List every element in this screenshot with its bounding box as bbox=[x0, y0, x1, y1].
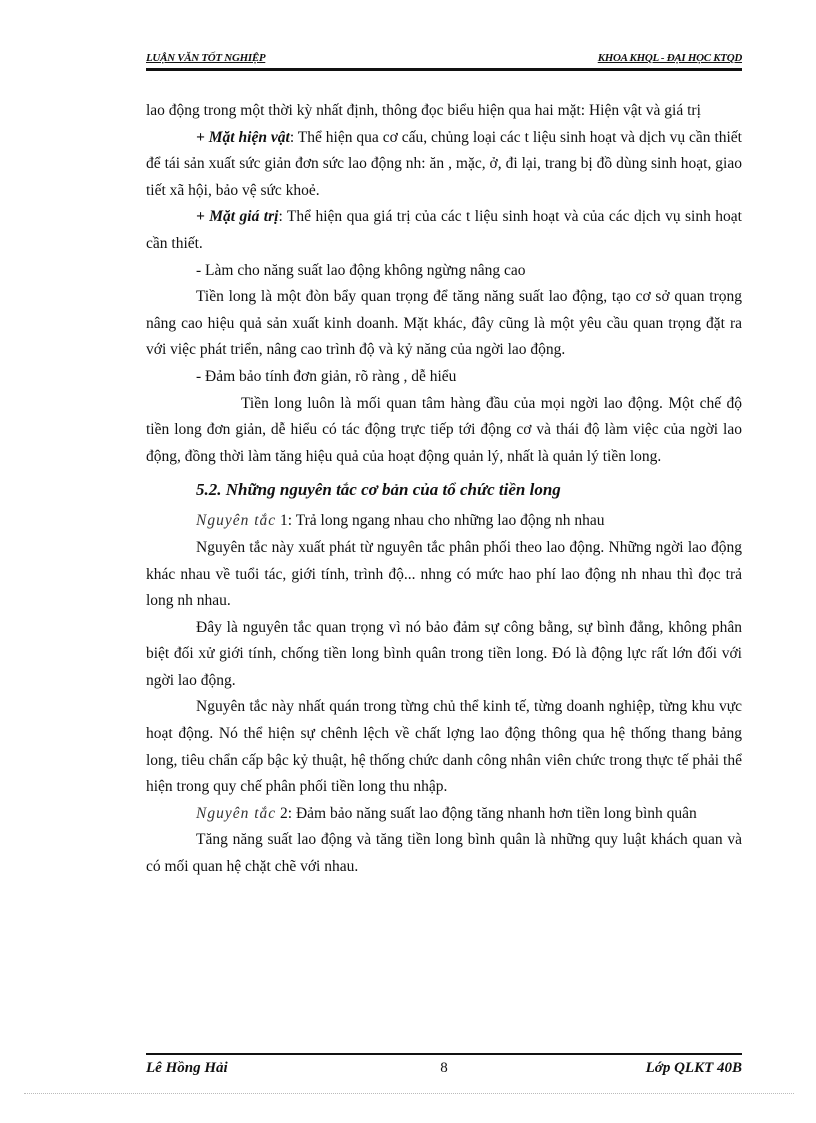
paragraph-2-text: : Thể hiện qua cơ cấu, chủng loại các t liệu sinh hoạt và dịch vụ cần thiết để tái sản xuất sức giản đơn sức lao động nh: ăn , mặc, ở, đi lại, trang bị đồ dùng sinh hoạt, giao tiết xã hội, bảo vệ sức khoẻ. bbox=[146, 128, 742, 199]
paragraph-9: Nguyên tắc này xuất phát từ nguyên tắc phân phối theo lao động. Những ngời lao động khác nhau về tuổi tác, giới tính, trình độ... nhng có mức hao phí lao động nh nhau thì đọc trả long nh nhau. bbox=[146, 538, 742, 610]
section-heading: 5.2. Những nguyên tắc cơ bản của tổ chức tiền long bbox=[196, 480, 561, 500]
paragraph-8-label: Nguyên tắc bbox=[196, 512, 277, 530]
paragraph-12 bbox=[146, 801, 742, 828]
paragraph-12-label: Nguyên tắc bbox=[196, 804, 277, 822]
paragraph-8 bbox=[146, 508, 742, 535]
paragraph-4: - Làm cho năng suất lao động không ngừng nâng cao bbox=[196, 261, 526, 279]
header-right: KHOA KHQL - ĐẠI HỌC KTQD bbox=[597, 52, 742, 64]
paragraph-3-text: : Thể hiện qua giá trị của các t liệu sinh hoạt và của các dịch vụ sinh hoạt cần thiết. bbox=[146, 208, 742, 252]
paragraph-2-label: + Mặt hiện vật bbox=[196, 128, 290, 146]
paragraph-5: Tiền long là một đòn bẩy quan trọng để tăng năng suất lao động, tạo cơ sở quan trọng nâng cao hiệu quả sản xuất kinh doanh. Mặt khác, đây cũng là một yêu cầu quan trọng đặt ra với việc phát triển, nâng cao trình độ và kỷ năng của ngời lao động. bbox=[146, 288, 742, 359]
page-footer bbox=[146, 1060, 742, 1082]
paragraph-2 bbox=[146, 125, 742, 205]
header-rule bbox=[146, 68, 742, 71]
paragraph-10: Đây là nguyên tắc quan trọng vì nó bảo đảm sự công bằng, sự bình đẳng, không phân biệt đối xử giới tính, chống tiền long bình quân trong tiền long. Đó là động lực rất lớn đối với ngời lao động. bbox=[146, 618, 742, 689]
paragraph-11: Nguyên tắc này nhất quán trong từng chủ thể kinh tế, từng doanh nghiệp, từng khu vực hoạt động. Nó thể hiện sự chênh lệch về chất lợng lao động thông qua hệ thống thang bảng long, tiêu chẩn cấp bậc kỷ thuật, hệ thống chức danh công nhân viên chức trong thực tế phải thể hiện trong quy chế phân phối tiền long thu nhập. bbox=[146, 698, 742, 796]
paragraph-3-label: + Mặt giá trị bbox=[196, 208, 279, 226]
document-body bbox=[146, 98, 742, 881]
footer-author: Lê Hồng Hải bbox=[146, 1060, 228, 1076]
paragraph-7: Tiền long luôn là mối quan tâm hàng đầu của mọi ngời lao động. Một chế độ tiền long đơn giản, dễ hiểu có tác động trực tiếp tới động cơ và thái độ làm việc của ngời lao động, đồng thời làm tăng hiệu quả của hoạt động quản lý, nhất là quản lý tiền long. bbox=[146, 394, 742, 465]
footer-rule bbox=[146, 1053, 742, 1055]
footer-class: Lớp QLKT 40B bbox=[645, 1060, 742, 1076]
page-header bbox=[146, 52, 742, 68]
paragraph-12-text: 2: Đảm bảo năng suất lao động tăng nhanh hơn tiền long bình quân bbox=[276, 804, 697, 822]
page-number: 8 bbox=[440, 1060, 448, 1076]
paragraph-1: lao động trong một thời kỳ nhất định, thông đọc biểu hiện qua hai mặt: Hiện vật và giá trị bbox=[146, 102, 701, 119]
page-bottom-divider bbox=[24, 1093, 794, 1094]
paragraph-3 bbox=[146, 204, 742, 257]
paragraph-8-text: 1: Trả long ngang nhau cho những lao động nh nhau bbox=[276, 512, 605, 530]
header-left: LUẬN VĂN TỐT NGHIỆP bbox=[146, 52, 266, 64]
paragraph-6: - Đảm bảo tính đơn giản, rõ ràng , dễ hiểu bbox=[196, 367, 457, 385]
paragraph-13: Tăng năng suất lao động và tăng tiền long bình quân là những quy luật khách quan và có mối quan hệ chặt chẽ với nhau. bbox=[146, 831, 742, 876]
